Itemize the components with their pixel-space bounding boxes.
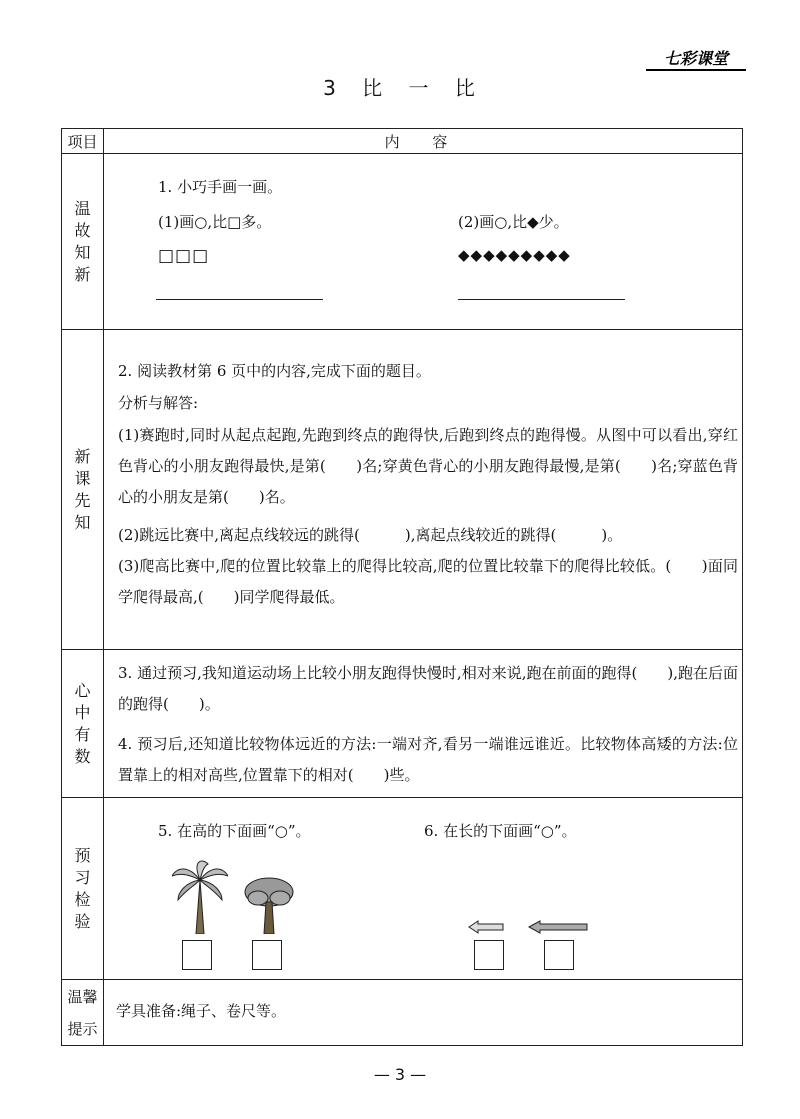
section-check <box>104 798 743 980</box>
brand-underline <box>646 69 746 71</box>
section-label-tip: 温馨 提示 <box>62 980 104 1046</box>
question-2-part-3: (3)爬高比赛中,爬的位置比较靠上的爬得比较高,爬的位置比较靠下的爬得比较低。( )面同学爬得最高,( )同学爬得最低。 <box>118 557 738 606</box>
section-new-lesson <box>104 330 743 650</box>
short-arrow-illustration <box>468 920 504 934</box>
palm-tree-illustration <box>172 860 228 934</box>
question-5: 5. 在高的下面画“○”。 <box>158 822 311 840</box>
section-label-review: 温 故 知 新 <box>62 154 104 330</box>
question-3: 3. 通过预习,我知道运动场上比较小朋友跑得快慢时,相对来说,跑在前面的跑得( ),跑在后面的跑得( )。 <box>118 664 738 713</box>
question-2-part-2: (2)跳远比赛中,离起点线较远的跳得( ),离起点线较近的跳得( )。 <box>118 526 623 544</box>
section-label-new-lesson: 新 课 先 知 <box>62 330 104 650</box>
question-1a-prompt: (1)画○,比□多。 <box>158 213 272 231</box>
short-tree-illustration <box>244 876 294 934</box>
section-label-mind: 心 中 有 数 <box>62 650 104 798</box>
question-4: 4. 预习后,还知道比较物体远近的方法:一端对齐,看另一端谁远谁近。比较物体高矮的方法:位置靠上的相对高些,位置靠下的相对( )些。 <box>118 735 738 784</box>
section-tip <box>104 980 743 1046</box>
answer-line-1a <box>156 299 323 300</box>
page-title: 3 比 一 比 <box>323 76 477 100</box>
diamonds-row: ◆◆◆◆◆◆◆◆◆ <box>458 246 571 264</box>
brand-logo: 七彩课堂 <box>664 49 729 68</box>
question-2-part-1: (1)赛跑时,同时从起点起跑,先跑到终点的跑得快,后跑到终点的跑得慢。从图中可以看出,穿红色背心的小朋友跑得最快,是第( )名;穿黄色背心的小朋友跑得最慢,是第( )名;穿蓝色背心的小朋友是第( )名。 <box>118 426 738 506</box>
answer-box-short-tree[interactable] <box>252 940 282 970</box>
analysis-heading: 分析与解答: <box>118 394 199 412</box>
question-6: 6. 在长的下面画“○”。 <box>424 822 577 840</box>
page-number: — 3 — <box>373 1065 427 1084</box>
section-label-check: 预 习 检 验 <box>62 798 104 980</box>
question-1-title: 1. 小巧手画一画。 <box>158 178 283 196</box>
answer-box-short-arrow[interactable] <box>474 940 504 970</box>
section-mind <box>104 650 743 798</box>
tip-text: 学具准备:绳子、卷尺等。 <box>116 1002 287 1020</box>
answer-box-long-arrow[interactable] <box>544 940 574 970</box>
question-1b-prompt: (2)画○,比◆少。 <box>458 213 569 231</box>
column-header-content: 内 容 <box>104 129 743 154</box>
column-header-item: 项目 <box>62 129 104 154</box>
long-arrow-illustration <box>528 920 588 934</box>
section-review <box>104 154 743 330</box>
worksheet-table <box>61 128 742 1046</box>
answer-line-1b <box>458 299 625 300</box>
squares-row: □□□ <box>158 246 210 266</box>
answer-box-tall-tree[interactable] <box>182 940 212 970</box>
question-2-title: 2. 阅读教材第 6 页中的内容,完成下面的题目。 <box>118 362 431 380</box>
